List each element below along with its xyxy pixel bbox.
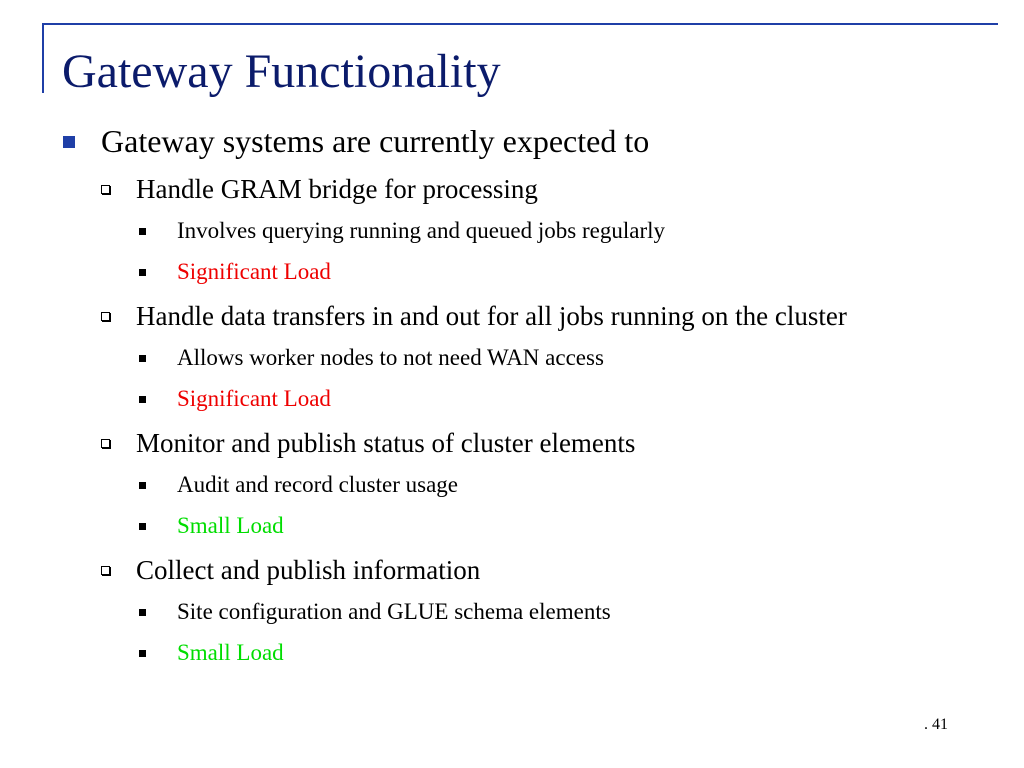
filled-square-icon (139, 609, 146, 616)
page-number: . 41 (924, 716, 948, 733)
filled-square-icon (139, 355, 146, 362)
hollow-square-icon (101, 185, 110, 194)
bullet-text: Monitor and publish status of cluster elements (136, 428, 636, 458)
title-frame-left-line (42, 23, 44, 93)
bullet-text: Involves querying running and queued jobs regularly (177, 218, 665, 243)
hollow-square-icon (101, 566, 110, 575)
hollow-square-icon (101, 439, 110, 448)
filled-square-icon (139, 482, 146, 489)
filled-square-icon (139, 523, 146, 530)
filled-square-icon (139, 269, 146, 276)
bullet-text: Handle data transfers in and out for all jobs running on the cluster (136, 301, 847, 331)
filled-square-icon (139, 650, 146, 657)
slide-title: Gateway Functionality (62, 45, 501, 98)
bullet-text: Audit and record cluster usage (177, 472, 459, 497)
bullet-text: Site configuration and GLUE schema elements (177, 599, 611, 624)
bullet-text: Handle GRAM bridge for processing (136, 174, 538, 204)
load-label: Small Load (177, 640, 284, 665)
bullet-text: Allows worker nodes to not need WAN access (177, 345, 604, 370)
filled-square-icon (139, 228, 146, 235)
load-label: Significant Load (177, 386, 331, 411)
hollow-square-icon (101, 312, 110, 321)
bullet-text: Gateway systems are currently expected to (101, 123, 650, 159)
bullet-text: Collect and publish information (136, 555, 481, 585)
filled-square-icon (63, 136, 75, 148)
load-label: Small Load (177, 513, 284, 538)
load-label: Significant Load (177, 259, 331, 284)
filled-square-icon (139, 396, 146, 403)
title-frame-top-line (42, 23, 998, 25)
